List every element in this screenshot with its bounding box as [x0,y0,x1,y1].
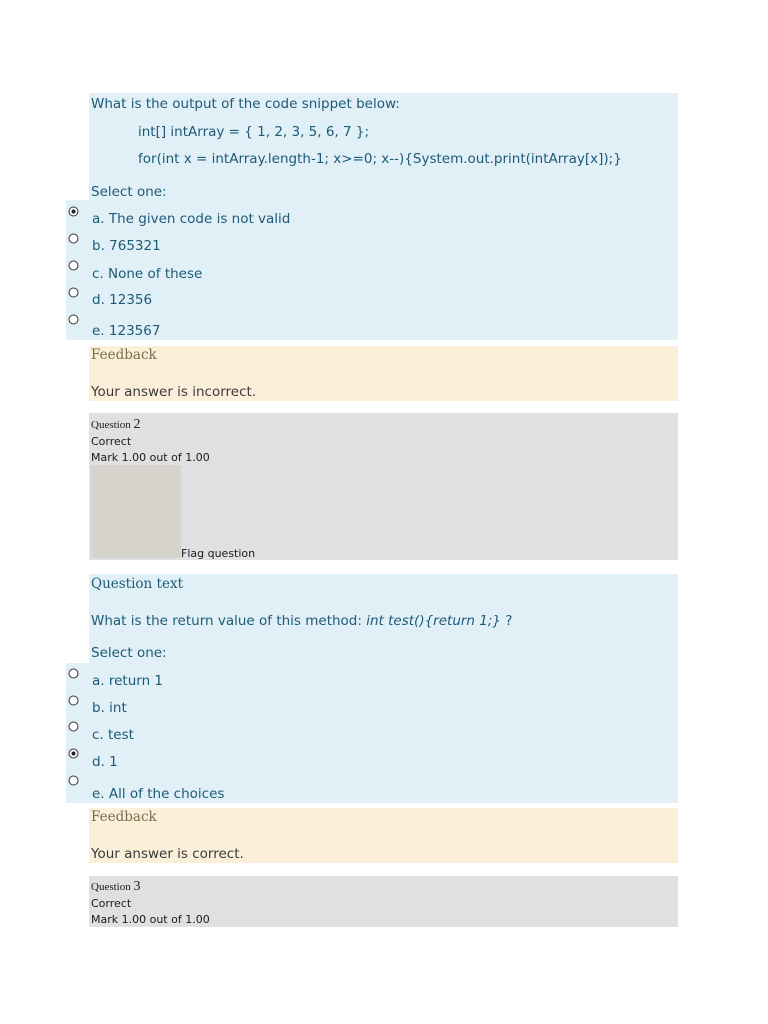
q2-radio-b[interactable] [68,695,79,706]
q3-status: Correct [91,897,132,910]
q1-prompt: What is the output of the code snippet below: [91,96,400,112]
q2-select-label: Select one: [91,645,167,661]
q1-radio-c[interactable] [68,260,79,271]
flag-icon[interactable] [91,465,181,558]
q1-select-label: Select one: [91,184,167,200]
q2-radio-d[interactable] [68,748,79,759]
q2-option-a[interactable]: a. return 1 [92,673,164,689]
q2-prompt-suffix: ? [501,613,513,629]
q2-question-text-label: Question text [91,576,183,592]
q2-flag-question[interactable]: Flag question [181,547,256,560]
q1-option-d[interactable]: d. 12356 [92,292,153,308]
q1-radio-e[interactable] [68,314,79,325]
q1-feedback-title: Feedback [91,347,157,363]
q3-number: 3 [133,879,141,894]
q1-code-line-1: int[] intArray = { 1, 2, 3, 5, 6, 7 }; [138,124,370,140]
q2-radio-a[interactable] [68,668,79,679]
q2-option-b[interactable]: b. int [92,700,127,716]
q2-mark: Mark 1.00 out of 1.00 [91,451,210,464]
q2-question-word: Question [91,419,131,431]
q3-heading [91,879,140,895]
q2-option-d[interactable]: d. 1 [92,754,118,770]
q2-heading [91,417,140,433]
q2-feedback-text: Your answer is correct. [91,846,244,862]
q2-prompt-code: int test(){return 1;} [366,613,502,629]
q2-prompt [91,613,512,629]
q1-code-line-2: for(int x = intArray.length-1; x>=0; x--){System.out.print(intArray[x]);} [138,151,622,167]
q1-radio-a[interactable] [68,206,79,217]
q3-question-word: Question [91,881,131,893]
q1-option-e[interactable]: e. 123567 [92,323,161,339]
q1-option-c[interactable]: c. None of these [92,266,203,282]
q2-radio-c[interactable] [68,721,79,732]
q1-radio-d[interactable] [68,287,79,298]
q1-option-b[interactable]: b. 765321 [92,238,161,254]
q2-option-c[interactable]: c. test [92,727,134,743]
q3-mark: Mark 1.00 out of 1.00 [91,913,210,926]
q2-status: Correct [91,435,132,448]
q1-feedback-text: Your answer is incorrect. [91,384,257,400]
q1-option-a[interactable]: a. The given code is not valid [92,211,291,227]
q2-prompt-prefix: What is the return value of this method: [91,613,367,629]
q2-number: 2 [133,417,141,432]
q2-answer-block [89,574,678,803]
q2-feedback-title: Feedback [91,809,157,825]
q1-radio-b[interactable] [68,233,79,244]
q2-radio-e[interactable] [68,775,79,786]
q2-option-e[interactable]: e. All of the choices [92,786,225,802]
